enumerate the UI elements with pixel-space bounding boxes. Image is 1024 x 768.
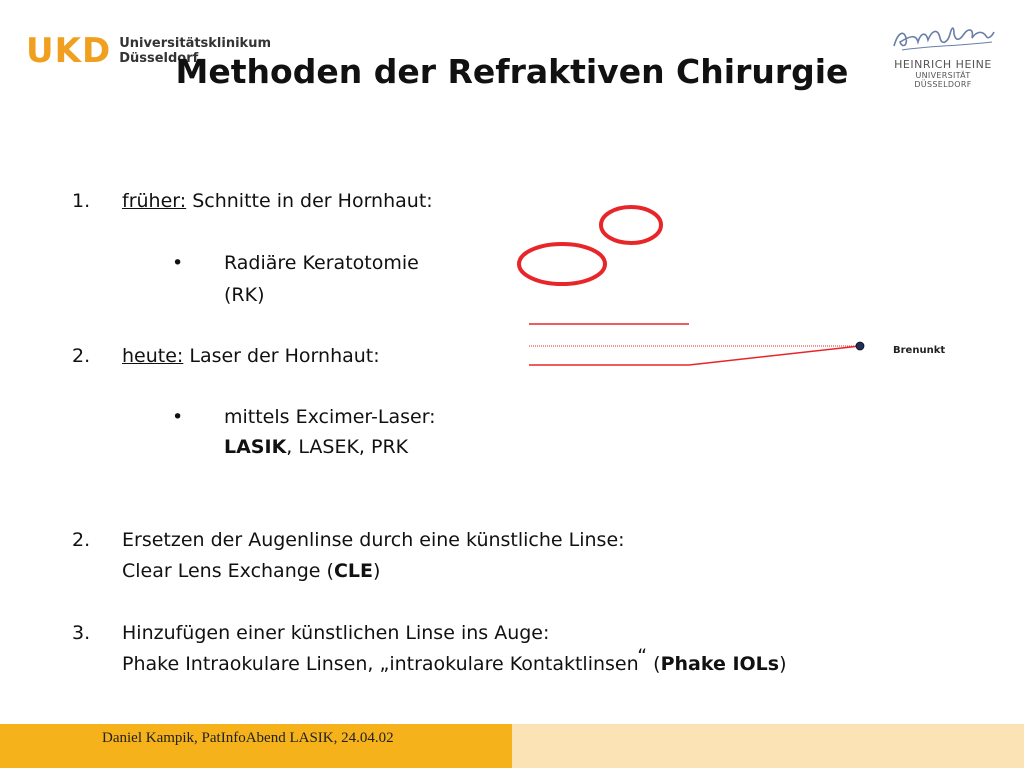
list-text-a: Phake Intraokulare Linsen, „intraokulare Kontaktlinsen bbox=[122, 653, 638, 675]
heine-university-logo bbox=[886, 22, 1000, 89]
sub-item-text bbox=[224, 432, 408, 462]
focal-point-label: Brenunkt bbox=[893, 345, 946, 356]
heine-logo-line1: HEINRICH HEINE bbox=[894, 58, 992, 71]
sub-item-rest: , LASEK, PRK bbox=[286, 436, 409, 458]
list-number: 3. bbox=[72, 622, 91, 644]
footer-text: Daniel Kampik, PatInfoAbend LASIK, 24.04.02 bbox=[102, 730, 394, 746]
list-number: 2. bbox=[72, 529, 91, 551]
list-number: 1. bbox=[72, 190, 91, 212]
bold-lasik: LASIK bbox=[224, 436, 287, 458]
list-text: Ersetzen der Augenlinse durch eine künstliche Linse: bbox=[122, 529, 625, 551]
list-text-b: ( bbox=[647, 653, 661, 675]
list-text-rest: Laser der Hornhaut: bbox=[183, 345, 380, 367]
list-label: heute: bbox=[122, 345, 184, 367]
bullet: • bbox=[172, 406, 184, 428]
bold-cle: CLE bbox=[333, 560, 373, 582]
list-text: Hinzufügen einer künstlichen Linse ins Auge: bbox=[122, 622, 550, 644]
slide-title bbox=[0, 52, 1024, 91]
sub-item-text: Radiäre Keratotomie bbox=[224, 252, 419, 274]
closing-quote: “ bbox=[637, 645, 648, 667]
ukd-logo-line2: Düsseldorf bbox=[119, 51, 199, 66]
converging-ray bbox=[689, 346, 860, 365]
ukd-logo-mark: UKD bbox=[26, 31, 112, 71]
signature-icon bbox=[888, 22, 998, 56]
sub-item-text: mittels Excimer-Laser: bbox=[224, 406, 436, 428]
footer-bar bbox=[0, 724, 1024, 768]
ukd-logo-line1: Universitätsklinikum bbox=[119, 36, 272, 51]
focal-point bbox=[856, 342, 864, 350]
list-text-b: ) bbox=[372, 560, 381, 582]
list-text bbox=[122, 645, 787, 679]
small-red-ellipse bbox=[601, 207, 661, 243]
list-text bbox=[122, 341, 380, 371]
list-label: früher: bbox=[122, 190, 187, 212]
large-red-ellipse bbox=[519, 244, 605, 284]
list-text bbox=[122, 556, 380, 586]
list-text-a: Clear Lens Exchange ( bbox=[122, 560, 334, 582]
footer-right-band bbox=[512, 724, 1024, 768]
list-text-rest: Schnitte in der Hornhaut: bbox=[186, 190, 433, 212]
sub-item-text: (RK) bbox=[224, 284, 265, 306]
bullet: • bbox=[172, 252, 184, 274]
list-text bbox=[122, 186, 433, 216]
list-text-c: ) bbox=[779, 653, 787, 675]
heine-logo-line2: UNIVERSITÄT DÜSSELDORF bbox=[914, 71, 972, 89]
slide-title-text: Methoden der Refraktiven Chirurgie bbox=[175, 52, 849, 91]
bold-phake-iols: Phake IOLs bbox=[660, 653, 780, 675]
list-number: 2. bbox=[72, 345, 91, 367]
